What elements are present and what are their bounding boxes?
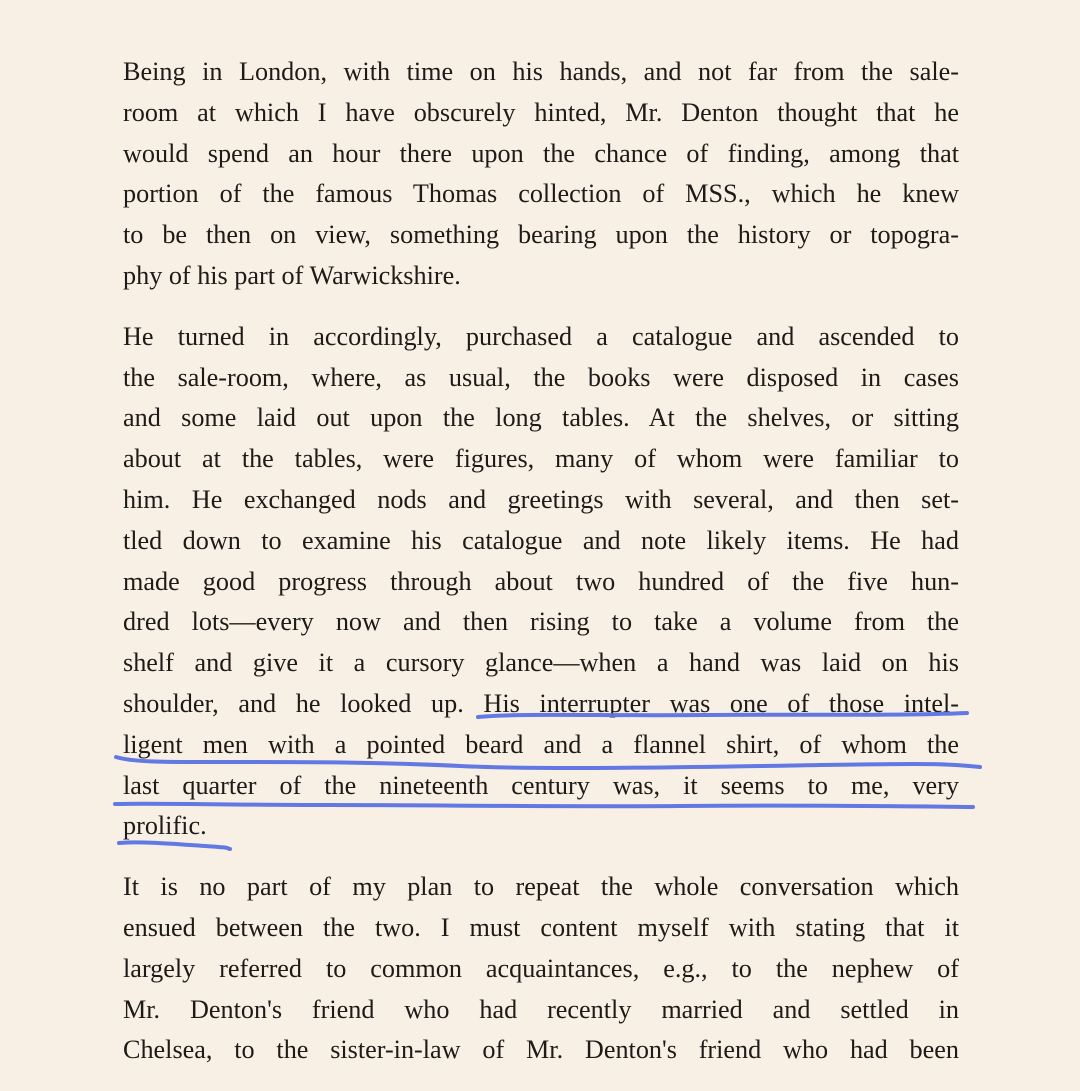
highlighted-text[interactable]: prolific. [123, 811, 207, 841]
highlighted-text[interactable]: His interrupter was one of those intel- [483, 688, 959, 718]
text-line: shelf and give it a cursory glance—when a hand was laid on his [123, 648, 959, 678]
text-line: Mr. Denton's friend who had recently married and settled in [123, 994, 959, 1024]
text-line [123, 766, 959, 807]
text-line: him. He exchanged nods and greetings with several, and then set- [123, 484, 959, 514]
highlighted-text[interactable]: ligent men with a pointed beard and a flannel shirt, of whom the [123, 729, 959, 759]
text-line: phy of his part of Warwickshire. [123, 260, 461, 290]
text-line: made good progress through about two hundred of the five hun- [123, 566, 959, 596]
text-line: would spend an hour there upon the chance of finding, among that [123, 138, 959, 168]
text-line: ensued between the two. I must content myself with stating that it [123, 912, 959, 942]
text-line: Chelsea, to the sister-in-law of Mr. Denton's friend who had been [123, 1035, 959, 1065]
text-line [123, 684, 959, 725]
text-line: the sale-room, where, as usual, the books were disposed in cases [123, 362, 959, 392]
text-line: tled down to examine his catalogue and note likely items. He had [123, 525, 959, 555]
text-line: and some laid out upon the long tables. At the shelves, or sitting [123, 403, 959, 433]
text-line: to be then on view, something bearing upon the history or topogra- [123, 220, 959, 250]
text-line [123, 725, 959, 766]
text-line: Being in London, with time on his hands, and not far from the sale- [123, 57, 959, 86]
text-line: room at which I have obscurely hinted, Mr. Denton thought that he [123, 97, 959, 127]
text-line: portion of the famous Thomas collection of MSS., which he knew [123, 179, 959, 209]
paragraph-1 [123, 52, 959, 297]
paragraph-3 [123, 867, 959, 1071]
paragraph-2 [123, 317, 959, 847]
text-line: It is no part of my plan to repeat the whole conversation which [123, 872, 959, 902]
book-page [123, 52, 959, 1091]
text-line: dred lots—every now and then rising to take a volume from the [123, 607, 959, 637]
text-line: He turned in accordingly, purchased a catalogue and ascended to [123, 321, 959, 351]
text-line: largely referred to common acquaintances, e.g., to the nephew of [123, 953, 959, 983]
text-line [123, 806, 959, 847]
highlighted-text[interactable]: last quarter of the nineteenth century was, it seems to me, very [123, 770, 959, 800]
plain-text: shoulder, and he looked up. [123, 688, 464, 718]
text-line: about at the tables, were figures, many of whom were familiar to [123, 444, 959, 474]
